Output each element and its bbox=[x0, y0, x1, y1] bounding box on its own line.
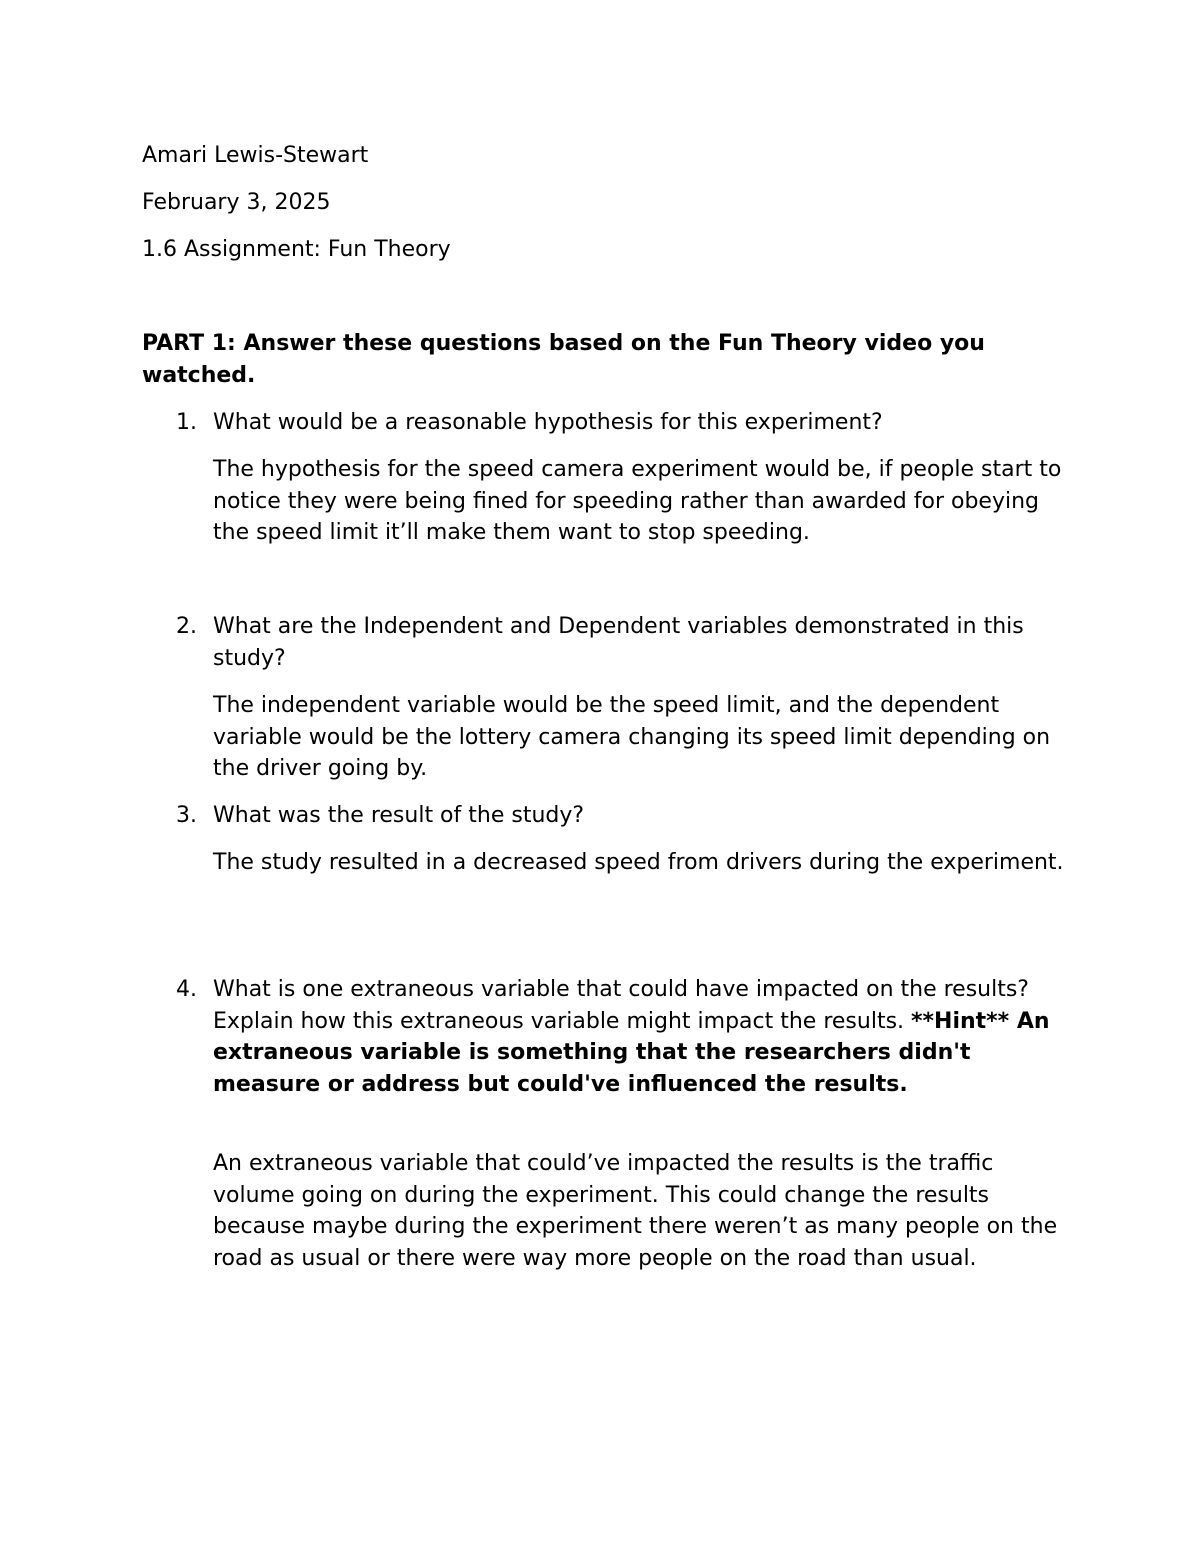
part-1-heading: PART 1: Answer these questions based on the Fun Theory video you watched. bbox=[142, 331, 985, 388]
question-1 bbox=[176, 407, 1076, 439]
answer-4: An extraneous variable that could’ve impacted the results is the traffic volume going on during the experiment. This could change the results because maybe during the experiment there weren’t as many people on the road as usual or there were way more people on the road than usual. bbox=[213, 1151, 1058, 1271]
question-2 bbox=[176, 611, 1076, 674]
date: February 3, 2025 bbox=[142, 190, 331, 215]
question-number: 3. bbox=[176, 803, 197, 828]
question-text: What are the Independent and Dependent variables demonstrated in this study? bbox=[213, 614, 1024, 671]
question-3 bbox=[176, 800, 1076, 832]
assignment-title: 1.6 Assignment: Fun Theory bbox=[142, 237, 451, 262]
question-body: What is one extraneous variable that could have impacted on the results? Explain how this extraneous variable might impact the results. bbox=[213, 977, 1029, 1034]
question-text: What was the result of the study? bbox=[213, 803, 585, 828]
hint-text: **Hint** An extraneous variable is something that the researchers didn't measure or address but could've influenced the results. bbox=[213, 1008, 1050, 1097]
question-number: 1. bbox=[176, 410, 197, 435]
answer-3: The study resulted in a decreased speed from drivers during the experiment. bbox=[213, 850, 1064, 875]
answer-1: The hypothesis for the speed camera experiment would be, if people start to notice they were being fined for speeding rather than awarded for obeying the speed limit it’ll make them want to stop speeding. bbox=[213, 457, 1062, 545]
student-name: Amari Lewis-Stewart bbox=[142, 143, 369, 168]
question-text: What would be a reasonable hypothesis for this experiment? bbox=[213, 410, 883, 435]
question-text bbox=[213, 974, 1076, 1100]
question-4 bbox=[176, 974, 1076, 1100]
question-number: 2. bbox=[176, 614, 197, 639]
answer-2: The independent variable would be the speed limit, and the dependent variable would be the lottery camera changing its speed limit depending on the driver going by. bbox=[213, 693, 1051, 781]
question-number: 4. bbox=[176, 977, 197, 1002]
